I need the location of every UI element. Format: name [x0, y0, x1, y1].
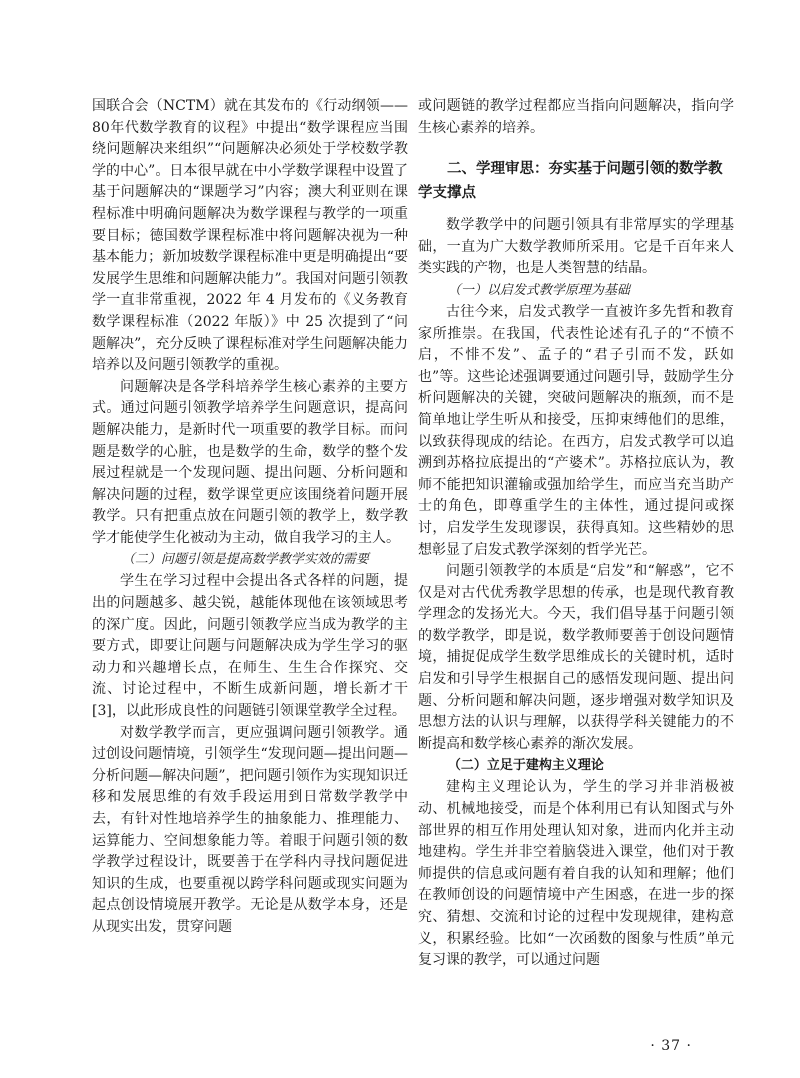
right-column	[418, 96, 734, 972]
subsection-heading: （一）以启发式教学原理为基础	[447, 282, 630, 298]
body-paragraph: 国联合会（NCTM）就在其发布的《行动纲领——80年代数学教育的议程》中提出“数学课程应当围绕问题解决来组织”“问题解决必须处于学校数学教学的中心”。日本很早就在中小学数学课程中设置了基于问题解决的“课题学习”内容；澳大利亚则在课程标准中明确问题解决为数学课程与教学的一项重要目标；德国数学课程标准中将问题解决视为一种基本能力；新加坡数学课程标准中更是明确提出“要发展学生思维和问题解决能力”。我国对问题引领教学一直非常重视，2022 年 4 月发布的《义务教育数学课程标准（2022 年版）》中 25 次提到了“问题解决”，充分反映了课程标准对学生问题解决能力培养以及问题引领教学的重视。	[92, 98, 408, 374]
section-heading: 二、学理审思：夯实基于问题引领的数学教学支撑点	[418, 161, 723, 202]
body-paragraph: 问题解决是各学科培养学生核心素养的主要方式。通过问题引领教学培养学生问题意识，提高问题解决能力，是新时代一项重要的教学目标。而问题是数学的心脏，也是数学的生命，数学的整个发展过程就是一个发现问题、提出问题、分析问题和解决问题的过程，数学课堂更应该围绕着问题开展教学。只有把重点放在问题引领的教学上，数学教学才能使学生化被动为主动，做自我学习的主人。	[92, 378, 408, 546]
body-paragraph: 建构主义理论认为，学生的学习并非消极被动、机械地接受，而是个体利用已有认知图式与外部世界的相互作用处理认知对象，进而内化并主动地建构。学生并非空着脑袋进入课堂，他们对于教师提供的信息或问题有着自我的认知和理解；他们在教师创设的问题情境中产生困惑，在进一步的探究、猜想、交流和讨论的过程中发现规律，建构意义，积累经验。比如“一次函数的图象与性质”单元复习课的教学，可以通过问题	[418, 779, 734, 969]
body-paragraph: 数学教学中的问题引领具有非常厚实的学理基础，一直为广大数学教师所采用。它是千百年来人类实践的产物，也是人类智慧的结晶。	[418, 217, 734, 277]
body-paragraph: 问题引领教学的本质是“启发”和“解惑”，它不仅是对古代优秀教学思想的传承，也是现代教育教学理念的发扬光大。今天，我们倡导基于问题引领的数学教学，即是说，数学教师要善于创设问题情境，捕捉促成学生数学思维成长的关键时机，适时启发和引导学生根据自己的感悟发现问题、提出问题、分析问题和解决问题，逐步增强对数学知识及思想方法的认识与理解，以获得学科关键能力的不断提高和数学核心素养的渐次发展。	[418, 563, 734, 752]
body-paragraph: 对数学教学而言，更应强调问题引领教学。通过创设问题情境，引领学生“发现问题—提出问题—分析问题—解决问题”，把问题引领作为实现知识迁移和发展思维的有效手段运用到日常数学教学中去，有针对性地培养学生的抽象能力、推理能力、运算能力、空间想象能力等。着眼于问题引领的数学教学过程设计，既要善于在学科内寻找问题促进知识的生成，也要重视以跨学科问题或现实问题为起点创设情境展开教学。无论是从数学本身，还是从现实出发，贯穿问题	[92, 724, 408, 935]
body-paragraph: 古往今来，启发式教学一直被许多先哲和教育家所推崇。在我国，代表性论述有孔子的“不愤不启，不悱不发”、孟子的“君子引而不发，跃如也”等。这些论述强调要通过问题引导，鼓励学生分析问题解决的关键，突破问题解决的瓶颈，而不是简单地让学生听从和接受，压抑束缚他们的思维，以致获得现成的结论。在西方，启发式教学可以追溯到苏格拉底提出的“产婆术”。苏格拉底认为，教师不能把知识灌输或强加给学生，而应当充当助产士的角色，即尊重学生的主体性，通过提问或探讨，启发学生发现谬误，获得真知。这些精妙的思想彰显了启发式教学深刻的哲学光芒。	[418, 303, 734, 558]
subsection-heading: （二）立足于建构主义理论	[447, 758, 604, 774]
subsection-heading: （二）问题引领是提高数学教学实效的需要	[121, 552, 369, 568]
left-column	[92, 96, 408, 939]
body-paragraph: 学生在学习过程中会提出各式各样的问题，提出的问题越多、越尖锐，越能体现他在该领域思考的深广度。因此，问题引领教学应当成为教学的主要方式，即要让问题与问题解决成为学生学习的驱动力和兴趣增长点，在师生、生生合作探究、交流、讨论过程中，不断生成新问题，增长新才干[3]，以此形成良性的问题链引领课堂教学全过程。	[92, 573, 408, 720]
body-paragraph: 或问题链的教学过程都应当指向问题解决，指向学生核心素养的培养。	[418, 98, 734, 136]
page-number: · 37 ·	[650, 1038, 692, 1054]
